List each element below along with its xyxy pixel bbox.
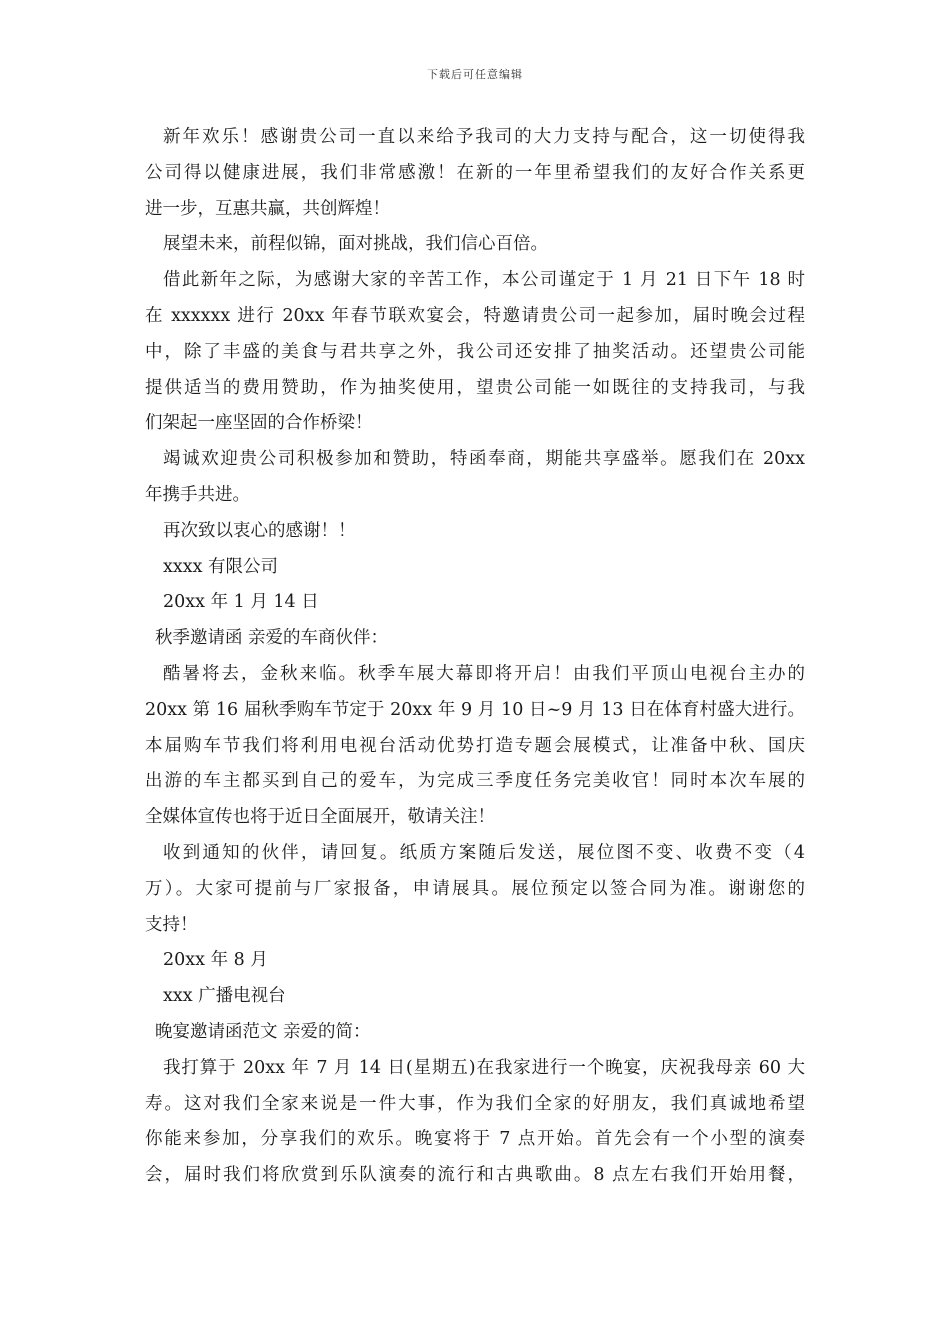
- text-line: 酷暑将去，金秋来临。秋季车展大幕即将开启！由我们平顶山电视台主办的: [163, 663, 805, 684]
- text-line: xxxx 有限公司: [163, 556, 279, 577]
- text-line: 20xx 第 16 届秋季购车节定于 20xx 年 9 月 10 日~9 月 13 日在体育村盛大进行。: [145, 699, 805, 720]
- text-line: 20xx 年 1 月 14 日: [163, 592, 319, 613]
- letter-heading-line: 秋季邀请函 亲爱的车商伙伴：: [155, 628, 389, 649]
- text-line: 万）。大家可提前与厂家报备，申请展具。展位预定以签合同为准。谢谢您的: [145, 878, 805, 899]
- text-line: 会，届时我们将欣赏到乐队演奏的流行和古典歌曲。8 点左右我们开始用餐，: [145, 1165, 805, 1186]
- text-line: 再次致以衷心的感谢！！: [163, 520, 356, 541]
- text-line: 展望未来，前程似锦，面对挑战，我们信心百倍。: [163, 234, 548, 255]
- text-line: 们架起一座坚固的合作桥梁！: [145, 413, 373, 434]
- text-line: 20xx 年 8 月: [163, 950, 268, 971]
- text-line: 寿。这对我们全家来说是一件大事，作为我们全家的好朋友，我们真诚地希望: [145, 1093, 805, 1114]
- text-line: 进一步，互惠共赢，共创辉煌！: [145, 198, 390, 219]
- text-line: 本届购车节我们将利用电视台活动优势打造专题会展模式，让准备中秋、国庆: [145, 735, 805, 756]
- page-header-note: 下载后可任意编辑: [427, 68, 523, 81]
- text-line: 竭诚欢迎贵公司积极参加和赞助，特函奉商，期能共享盛举。愿我们在 20xx: [163, 449, 805, 470]
- text-line: 提供适当的费用赞助，作为抽奖使用，望贵公司能一如既往的支持我司，与我: [145, 377, 805, 398]
- text-line: 新年欢乐！感谢贵公司一直以来给予我司的大力支持与配合，这一切使得我: [163, 127, 805, 147]
- text-line: 借此新年之际，为感谢大家的辛苦工作，本公司谨定于 1 月 21 日下午 18 时: [163, 270, 805, 291]
- text-line: 我打算于 20xx 年 7 月 14 日(星期五)在我家进行一个晚宴，庆祝我母亲 60 大: [163, 1057, 805, 1078]
- text-line: 收到通知的伙伴，请回复。纸质方案随后发送，展位图不变、收费不变（4: [163, 842, 805, 863]
- text-line: 中，除了丰盛的美食与君共享之外，我公司还安排了抽奖活动。还望贵公司能: [145, 341, 805, 362]
- document-body: [145, 120, 805, 1194]
- text-line: 全媒体宣传也将于近日全面展开，敬请关注！: [145, 807, 495, 828]
- letter-heading-line: 晚宴邀请函范文 亲爱的简：: [155, 1021, 371, 1042]
- text-line: 出游的车主都买到自己的爱车，为完成三季度任务完美收官！同时本次车展的: [145, 771, 805, 792]
- text-line: xxx 广播电视台: [163, 986, 286, 1007]
- text-line: 在 xxxxxx 进行 20xx 年春节联欢宴会，特邀请贵公司一起参加，届时晚会过程: [145, 305, 805, 326]
- text-line: 支持！: [145, 914, 198, 935]
- text-line: 公司得以健康进展，我们非常感激！在新的一年里希望我们的友好合作关系更: [145, 162, 805, 183]
- text-line: 你能来参加，分享我们的欢乐。晚宴将于 7 点开始。首先会有一个小型的演奏: [145, 1129, 805, 1150]
- text-line: 年携手共进。: [145, 484, 250, 505]
